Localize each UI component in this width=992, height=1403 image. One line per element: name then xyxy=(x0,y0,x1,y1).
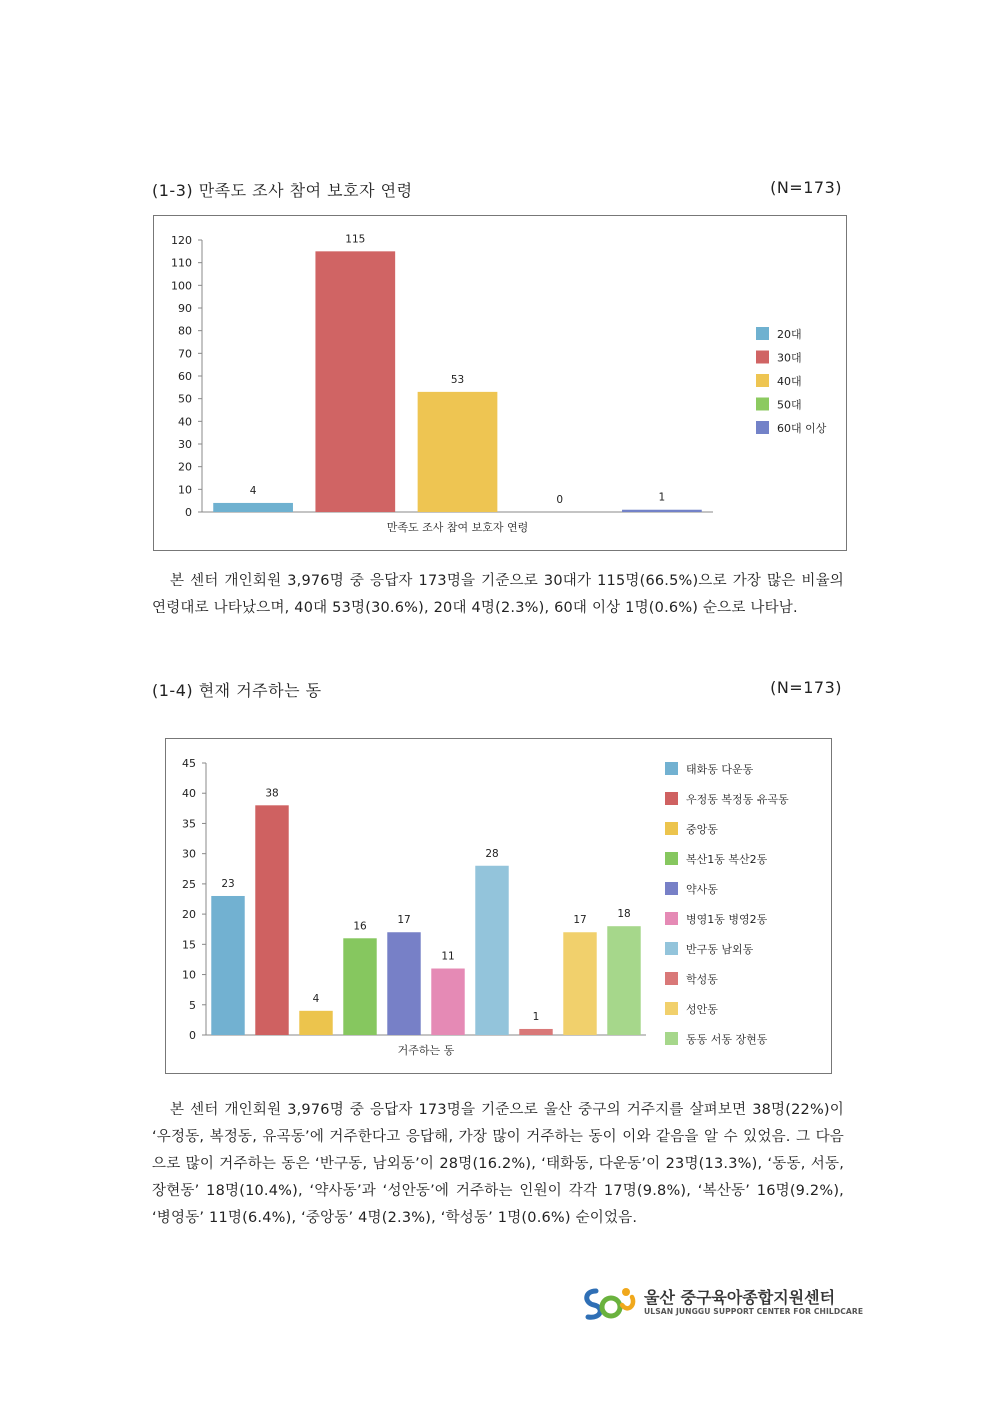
bar-7 xyxy=(475,866,508,1035)
logo-s-stroke xyxy=(587,1291,601,1317)
y-tick-label: 40 xyxy=(182,787,196,801)
bar-4 xyxy=(343,938,376,1035)
legend-swatch xyxy=(665,792,678,805)
bar-5 xyxy=(387,932,420,1035)
bar-value-label: 28 xyxy=(485,847,499,860)
bar-value-label: 53 xyxy=(450,373,465,386)
y-tick-label: 120 xyxy=(171,234,192,247)
y-tick-label: 25 xyxy=(182,877,196,891)
y-tick-label: 100 xyxy=(171,279,192,293)
legend-label: 동동 서동 장현동 xyxy=(686,1033,768,1046)
legend-swatch xyxy=(665,912,678,925)
bar-9 xyxy=(563,932,596,1035)
legend-label: 40대 xyxy=(777,375,802,388)
y-tick-label: 50 xyxy=(178,392,192,406)
y-tick-label: 10 xyxy=(178,483,192,497)
legend-label: 우정동 복정동 유곡동 xyxy=(686,793,789,806)
bar-value-label: 16 xyxy=(353,920,367,933)
y-tick-label: 30 xyxy=(182,847,196,861)
legend-label: 반구동 남외동 xyxy=(686,943,754,956)
y-tick-label: 110 xyxy=(171,256,192,270)
y-tick-label: 0 xyxy=(189,1029,196,1042)
y-tick-label: 35 xyxy=(182,817,196,831)
bar-value-label: 4 xyxy=(312,992,320,1005)
legend-swatch xyxy=(756,421,769,434)
footer-org-name: 울산 중구육아종합지원센터 xyxy=(644,1288,836,1307)
legend-swatch xyxy=(665,882,678,895)
bar-value-label: 18 xyxy=(617,908,631,921)
bar-value-label: 115 xyxy=(345,233,366,246)
bar-value-label: 1 xyxy=(658,491,666,504)
legend-label: 복산1동 복산2동 xyxy=(686,853,768,866)
y-tick-label: 40 xyxy=(178,415,192,429)
y-tick-label: 45 xyxy=(182,757,196,770)
y-tick-label: 15 xyxy=(182,938,196,952)
legend-swatch xyxy=(756,351,769,364)
legend-label: 20대 xyxy=(777,328,802,341)
x-axis-label: 거주하는 동 xyxy=(397,1044,455,1057)
legend-label: 학성동 xyxy=(686,973,718,986)
legend-swatch xyxy=(665,822,678,835)
logo-dot xyxy=(622,1288,630,1296)
footer-org-name-en: ULSAN JUNGGU SUPPORT CENTER FOR CHILDCARE xyxy=(644,1307,864,1316)
bar-value-label: 1 xyxy=(532,1010,540,1023)
y-tick-label: 70 xyxy=(178,347,192,361)
section-1-title xyxy=(152,178,842,201)
bar-5 xyxy=(622,510,702,512)
chart-1 xyxy=(154,216,846,550)
bar-3 xyxy=(418,392,498,512)
y-tick-label: 20 xyxy=(178,460,192,474)
legend-swatch xyxy=(665,972,678,985)
bar-value-label: 17 xyxy=(397,914,411,927)
section-1-paragraph: 본 센터 개인회원 3,976명 중 응답자 173명을 기준으로 30대가 115명(66.5%)으로 가장 많은 비율의 연령대로 나타났으며, 40대 53명(30.6%), 20대 4명(2.3%), 60대 이상 1명(0.6%) 순으로 나타남. xyxy=(152,573,844,616)
logo-c-ring xyxy=(602,1298,620,1316)
y-tick-label: 30 xyxy=(178,438,192,451)
y-tick-label: 60 xyxy=(178,370,192,383)
chart-2 xyxy=(166,739,831,1073)
logo-swirl xyxy=(622,1297,633,1308)
section-1-title-text: (1-3) 만족도 조사 참여 보호자 연령 xyxy=(152,181,413,200)
bar-value-label: 23 xyxy=(221,877,235,890)
y-tick-label: 20 xyxy=(182,908,196,922)
section-2-title-text: (1-4) 현재 거주하는 동 xyxy=(152,681,322,700)
legend-swatch xyxy=(756,327,769,340)
legend-label: 약사동 xyxy=(686,883,718,896)
legend-label: 성안동 xyxy=(686,1003,718,1016)
section-2-paragraph: 본 센터 개인회원 3,976명 중 응답자 173명을 기준으로 울산 중구의 거주지를 살펴보면 38명(22%)이 ‘우정동, 복정동, 유곡동’에 거주한다고 응답해, 가장 많이 거주하는 동이 이와 같음을 알 수 있었음. 그 다음으로 많이 거주하는 동은 ‘반구동, 남외동’이 28명(16.2%), ‘태화동, 다운동’이 23명(13.3%), ‘동동, 서동, 장현동’ 18명(10.4%), ‘약사동’과 ‘성안동’에 거주하는 인원이 각각 17명(9.8%), ‘복산동’ 16명(9.2%), ‘병영동’ 11명(6.4%), ‘중앙동’ 4명(2.3%), ‘학성동’ 1명(0.6%) 순이었음. xyxy=(152,1102,844,1226)
legend-label: 병영1동 병영2동 xyxy=(686,913,768,926)
legend-label: 30대 xyxy=(777,351,802,365)
y-tick-label: 5 xyxy=(189,998,196,1012)
chart-2-frame xyxy=(165,738,832,1074)
center-logo-icon xyxy=(578,1283,640,1323)
bar-value-label: 17 xyxy=(573,914,587,927)
legend-swatch xyxy=(665,852,678,865)
bar-value-label: 0 xyxy=(556,494,564,506)
legend-swatch xyxy=(665,762,678,775)
legend-swatch xyxy=(756,398,769,411)
chart-1-frame xyxy=(153,215,847,551)
legend-swatch xyxy=(665,1032,678,1045)
bar-1 xyxy=(211,896,244,1035)
bar-2 xyxy=(255,805,288,1035)
bar-value-label: 4 xyxy=(249,484,257,497)
x-axis-label: 만족도 조사 참여 보호자 연령 xyxy=(386,521,529,534)
legend-swatch xyxy=(756,374,769,387)
y-tick-label: 80 xyxy=(178,324,192,338)
bar-value-label: 11 xyxy=(441,950,455,963)
footer-logo xyxy=(578,1283,864,1323)
bar-value-label: 38 xyxy=(265,787,279,800)
y-tick-label: 0 xyxy=(185,506,192,519)
bar-3 xyxy=(299,1011,332,1035)
legend-label: 태화동 다운동 xyxy=(686,763,754,776)
legend-label: 50대 xyxy=(777,398,802,412)
legend-label: 60대 이상 xyxy=(777,422,827,435)
legend-label: 중앙동 xyxy=(686,823,718,836)
y-tick-label: 90 xyxy=(178,302,192,315)
bar-2 xyxy=(315,251,395,512)
bar-10 xyxy=(607,926,640,1035)
legend-swatch xyxy=(665,942,678,955)
y-tick-label: 10 xyxy=(182,968,196,982)
section-2-n-label: (N=173) xyxy=(770,678,842,697)
bar-6 xyxy=(431,969,464,1035)
legend-swatch xyxy=(665,1002,678,1015)
bar-8 xyxy=(519,1029,552,1035)
bar-1 xyxy=(213,503,293,512)
section-1-n-label: (N=173) xyxy=(770,178,842,197)
section-2-title xyxy=(152,678,842,701)
